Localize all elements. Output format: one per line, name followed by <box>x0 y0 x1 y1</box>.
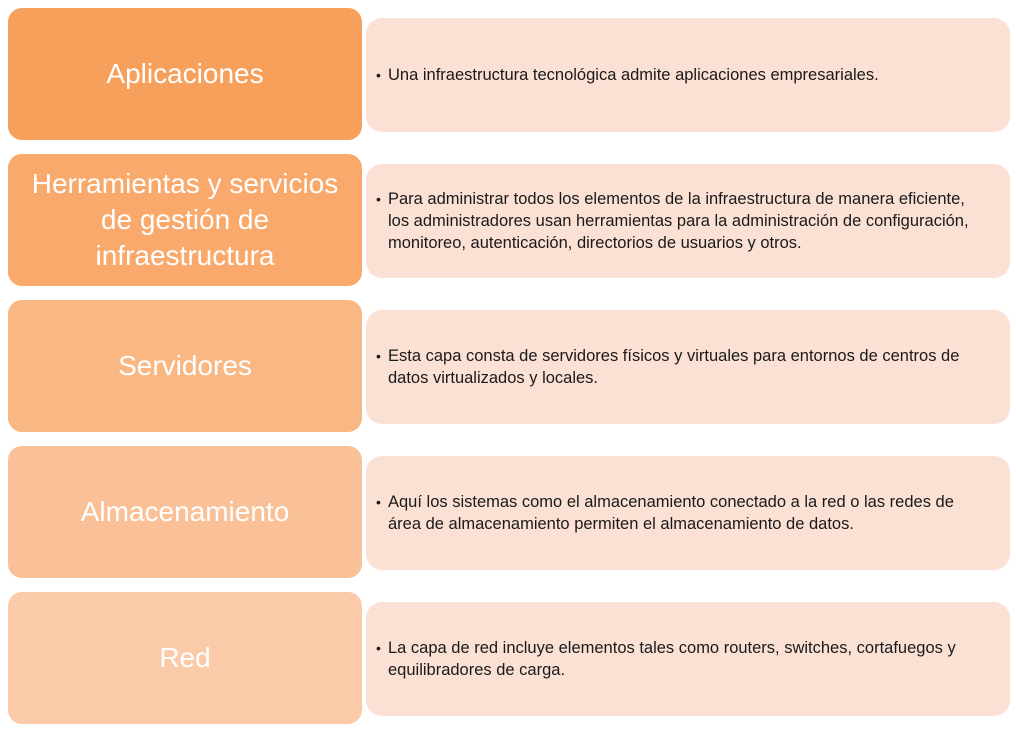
bullet-icon: • <box>376 348 381 364</box>
layer-row-storage <box>0 444 1016 580</box>
layer-row-applications <box>0 6 1016 142</box>
description-item <box>376 64 879 86</box>
layer-description-box <box>366 164 1010 278</box>
description-item <box>376 491 990 535</box>
layer-description: Para administrar todos los elementos de la infraestructura de manera eficiente, los administradores usan herramientas para la administración de configuración, monitoreo, autenticación, directorios de usuarios y otros. <box>388 190 969 252</box>
layer-description: La capa de red incluye elementos tales como routers, switches, cortafuegos y equilibradores de carga. <box>388 639 956 679</box>
layer-row-servers <box>0 298 1016 434</box>
bullet-icon: • <box>376 494 381 510</box>
bullet-icon: • <box>376 67 381 83</box>
layer-description-box <box>366 602 1010 716</box>
layer-title-box <box>6 152 364 288</box>
layer-description-box <box>366 18 1010 132</box>
layer-title: Herramientas y servicios de gestión de infraestructura <box>31 168 339 271</box>
layer-title-box <box>6 298 364 434</box>
description-item <box>376 345 990 389</box>
bullet-icon: • <box>376 191 381 207</box>
layer-description-box <box>366 456 1010 570</box>
layer-title-box <box>6 6 364 142</box>
bullet-icon: • <box>376 640 381 656</box>
layer-title: Aplicaciones <box>106 58 264 89</box>
description-list <box>376 64 879 86</box>
layer-description: Aquí los sistemas como el almacenamiento conectado a la red o las redes de área de almacenamiento permiten el almacenamiento de datos. <box>388 493 954 533</box>
layer-title: Servidores <box>118 350 252 381</box>
description-item <box>376 637 990 681</box>
layer-description: Esta capa consta de servidores físicos y virtuales para entornos de centros de datos virtualizados y locales. <box>388 347 960 387</box>
layer-title: Red <box>159 642 211 673</box>
description-list <box>376 345 990 389</box>
description-list <box>376 188 990 254</box>
description-list <box>376 491 990 535</box>
layer-description-box <box>366 310 1010 424</box>
layer-title: Almacenamiento <box>80 496 290 527</box>
layer-description: Una infraestructura tecnológica admite aplicaciones empresariales. <box>388 66 879 84</box>
description-list <box>376 637 990 681</box>
layer-row-management-tools <box>0 152 1016 288</box>
description-item <box>376 188 990 254</box>
layer-title-box <box>6 444 364 580</box>
layer-row-network <box>0 590 1016 726</box>
layer-title-box <box>6 590 364 726</box>
